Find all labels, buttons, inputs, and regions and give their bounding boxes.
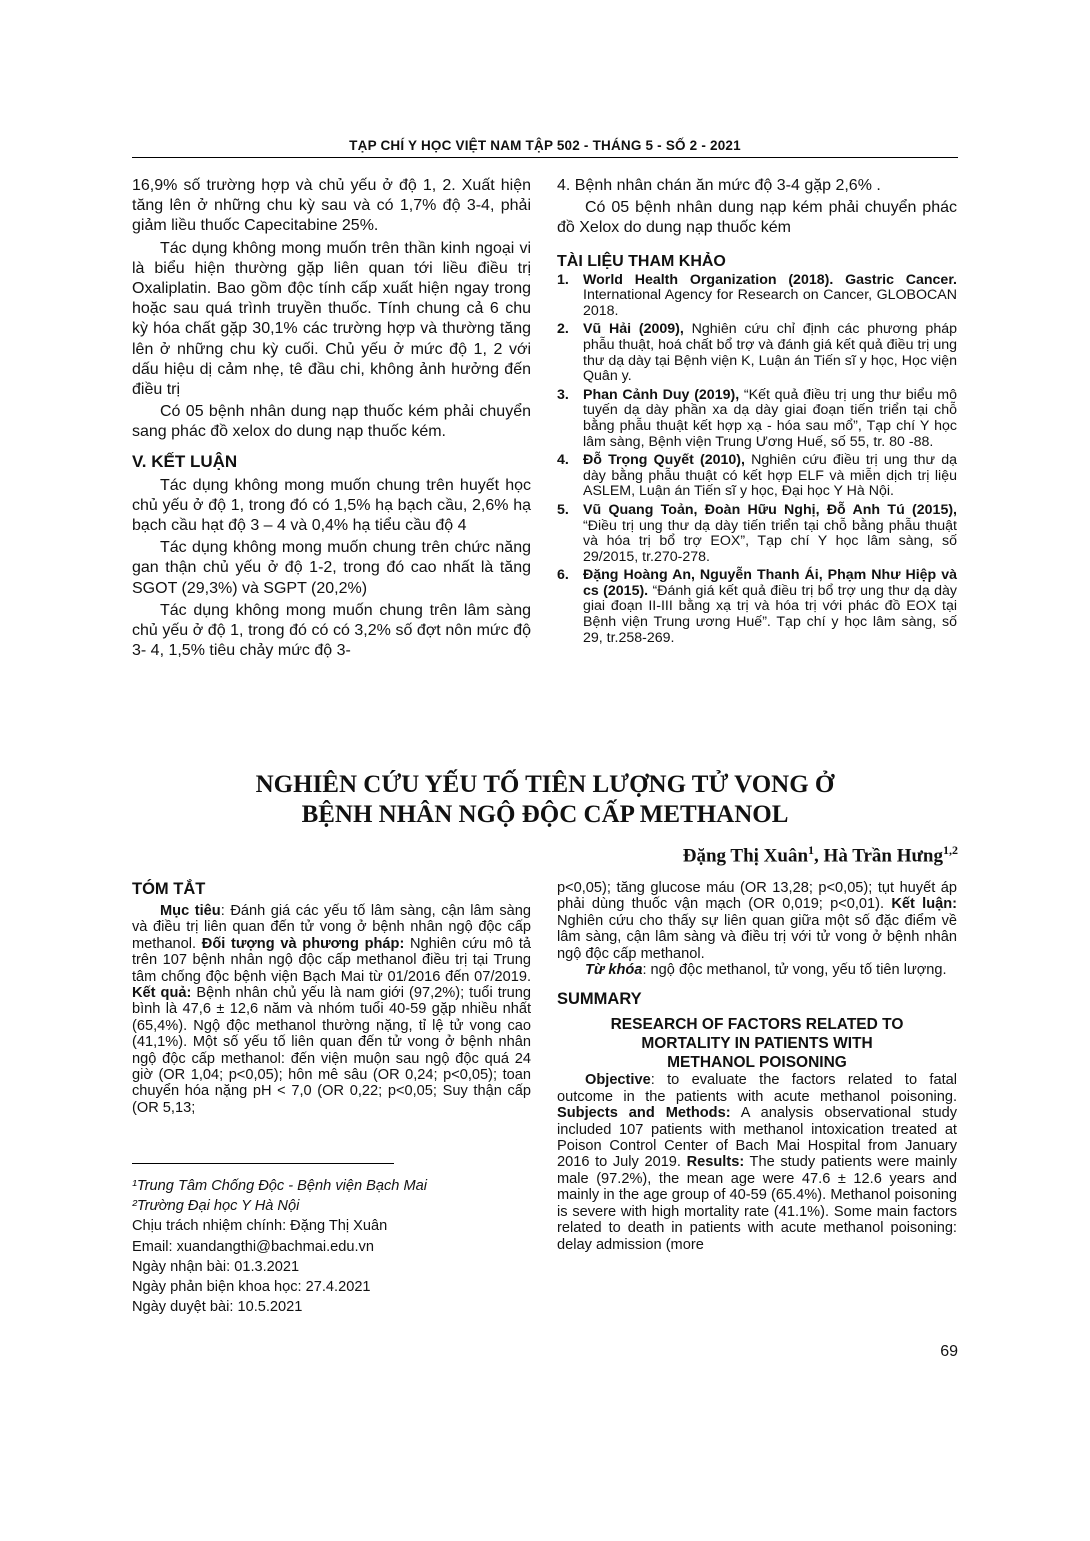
author-1-affiliation: 1 <box>808 843 815 857</box>
right-paragraph-1: 4. Bệnh nhân chán ăn mức độ 3-4 gặp 2,6% . <box>557 177 881 194</box>
reference-number: 5. <box>557 501 569 518</box>
label-doi-tuong: Đối tượng và phương pháp: <box>201 935 405 952</box>
author-1: Đặng Thị Xuân <box>682 845 809 867</box>
reference-number: 6. <box>557 567 569 584</box>
abstract-ket-qua: Bệnh nhân chủ yếu là nam giới (97,2%); tuổi trung bình là 47,6 ± 12,6 năm và nhóm tuổi 40-59 gặp nhiều nhất (65,4%). Ngộ độc methanol thường nặng, tỉ lệ tử vong cao (41,1%). Một số yếu tố liên quan đến tử vong ở bệnh nhân ngộ độc cấp methanol: đến viện muộn sau ngộ độc quá 24 giờ (OR 1,04; p<0,05); hôn mê sâu (OR 0,24; p<0,05); toan chuyển hóa nặng pH < 7,0 (OR 0,22; p<0,05; Suy thận cấp (OR 5,13; <box>132 985 531 1116</box>
footnote-reviewed: Ngày phản biện khoa học: 27.4.2021 <box>132 1279 371 1296</box>
summary-objective: : to evaluate the factors related to fatal outcome in the patients with acute methanol poisoning. <box>557 1072 957 1105</box>
reference-list <box>557 273 957 647</box>
left-paragraph-5: Tác dụng không mong muốn chung trên chức năng gan thận chủ yếu ở độ 1-2, trong đó cao nhất là tăng SGOT (29,3%) và SGPT (20,2%) <box>132 539 531 597</box>
reference-authors: Phan Cảnh Duy (2019), <box>583 386 740 403</box>
author-separator: , <box>814 845 824 867</box>
right-column <box>557 176 957 649</box>
reference-text: “Điều trị ung thư dạ dày tiến triển tại chỗ bằng phẫu thuật và hóa trị bổ trợ EOX”, Tạp chí Y học lâm sàng, số 29/2015, tr.270-278. <box>583 517 957 565</box>
left-paragraph-3: Có 05 bệnh nhân dung nạp thuốc kém phải chuyển sang phác đồ xelox do dung nạp thuốc kém. <box>132 403 531 441</box>
abstract-vi <box>132 880 531 1116</box>
reference-text: Nghiên cứu chỉ định các phương pháp phẫu thuật, hoá chất bổ trợ và đánh giá kết quả điều trị ung thư dạ dày tại Bệnh viện K, Luận án Tiến sĩ y học, Học viện Quân y. <box>583 321 957 385</box>
summary-subjects: A analysis observational study included 107 patients with methanol intoxication treated at Poison Control Center of Bach Mai Hospital from January 2016 to July 2019. <box>557 1105 957 1171</box>
reference-number: 4. <box>557 452 569 469</box>
left-paragraph-6: Tác dụng không mong muốn chung trên lâm sàng chủ yếu ở độ 1, trong đó có có 3,2% số đợt nôn mức độ 3- 4, 1,5% tiêu chảy mức độ 3- <box>132 601 531 660</box>
label-results: Results: <box>686 1154 745 1171</box>
abstract-doi-tuong: Nghiên cứu mô tả trên 107 bệnh nhân ngộ độc cấp methanol điều trị tại Trung tâm chống độc bệnh viện Bạch Mai từ 01/2016 đến 07/2019. <box>132 935 531 985</box>
right-paragraph-2: Có 05 bệnh nhân dung nạp kém phải chuyển phác đồ Xelox do dung nạp thuốc kém <box>557 199 957 237</box>
label-ket-luan: Kết luận: <box>891 896 957 913</box>
reference-item <box>557 388 957 450</box>
abstract-ket-luan: Nghiên cứu cho thấy sự liên quan giữa một số đặc điểm về lâm sàng, cận lâm sàng và điều trị với tử vong ở bệnh nhân ngộ độc cấp methanol. <box>557 912 957 962</box>
footnote-affiliation-1: ¹Trung Tâm Chống Độc - Bệnh viện Bạch Mai <box>132 1178 427 1194</box>
reference-text: Nghiên cứu điều trị ung thư dạ dày bằng phẫu thuật có kết hợp ELF và miễn dịch trị liệu ASLEM, Luận án Tiến sĩ y học, Đại học Y Hà Nội. <box>583 452 957 500</box>
summary-text <box>557 1072 957 1252</box>
reference-item <box>557 453 957 500</box>
reference-authors: World Health Organization (2018). Gastric Cancer. <box>583 271 957 288</box>
left-column <box>132 176 531 661</box>
reference-authors: Đỗ Trọng Quyết (2010), <box>583 452 745 469</box>
journal-header: TẠP CHÍ Y HỌC VIỆT NAM TẬP 502 - THÁNG 5 - SỐ 2 - 2021 <box>349 138 741 153</box>
footnote-rule <box>132 1163 394 1164</box>
footnote-affiliation-2: ²Trường Đại học Y Hà Nội <box>132 1198 300 1215</box>
reference-text: International Agency for Research on Cancer, GLOBOCAN 2018. <box>583 287 957 319</box>
label-objective: Objective <box>585 1072 651 1089</box>
abstract-continued <box>557 880 957 962</box>
reference-text: “Kết quả điều trị ung thư biểu mô tuyến dạ dày phần xa dạ dày giai đoạn tiến triển tại chỗ bằng phẫu thuật kết hợp xạ - hóa sau mổ”, Tạp chí Y học lâm sàng, Bệnh viện Trung Ương Huế, số 55, tr. 80 -88. <box>583 386 957 450</box>
summary-heading: SUMMARY <box>557 990 642 1009</box>
summary-results: The study patients were mainly male (97.2%), the mean age were 47.6 ± 12.6 years and mainly in the age group of 40-59 (65.4%). Methanol poisoning is severe with high mortality rate (41.1%). Some main factors related to death in patients with acute methanol poisoning: delay admission (more <box>557 1154 957 1253</box>
author-line <box>683 843 958 867</box>
left-paragraph-2: Tác dụng không mong muốn trên thần kinh ngoại vi là biểu hiện thường gặp liên quan tới liều điều trị Oxaliplatin. Bao gồm độc tính cấp xuất hiện ngay trong hoặc sau quá trình truyền thuốc. Tính chung cả 6 chu kỳ hóa chất gặp 30,1% các trường hợp và thường tăng lên ở những chu kỳ cuối. Chủ yếu ở mức độ 1, 2 với dấu hiệu dị cảm nhẹ, tê đầu chi, không ảnh hưởng đến điều trị <box>132 239 531 399</box>
footnote-email: Email: xuandangthi@bachmai.edu.vn <box>132 1238 374 1255</box>
reference-item <box>557 322 957 384</box>
article-title-line-1: NGHIÊN CỨU YẾU TỐ TIÊN LƯỢNG TỬ VONG Ở <box>255 771 835 798</box>
reference-item <box>557 273 957 320</box>
article-title-line-2: BỆNH NHÂN NGỘ ĐỘC CẤP METHANOL <box>301 801 789 828</box>
label-subjects: Subjects and Methods: <box>557 1105 731 1122</box>
reference-number: 2. <box>557 321 569 338</box>
label-tu-khoa: Từ khóa <box>585 962 643 979</box>
reference-authors: Vũ Quang Toản, Đoàn Hữu Nghị, Đỗ Anh Tú (2015), <box>583 501 957 518</box>
author-2: Hà Trần Hưng <box>823 845 943 867</box>
conclusion-heading: V. KẾT LUẬN <box>132 451 238 471</box>
footnote-accepted: Ngày duyệt bài: 10.5.2021 <box>132 1299 303 1316</box>
references-heading: TÀI LIỆU THAM KHẢO <box>557 252 726 270</box>
header-rule <box>132 157 958 158</box>
label-ket-qua: Kết quả: <box>132 985 192 1002</box>
left-paragraph-1: 16,9% số trường hợp và chủ yếu ở độ 1, 2. Xuất hiện tăng lên ở những chu kỳ sau và có 1,7% độ 3-4, phải giảm liều thuốc Capecitabine 25%. <box>132 177 531 235</box>
left-paragraph-4: Tác dụng không mong muốn chung trên huyết học chủ yếu ở độ 1, trong đó có 1,5% hạ bạch cầu, 2,6% hạ bạch cầu hạt độ 3 – 4 và 0,4% hạ tiểu cầu độ 4 <box>132 476 531 535</box>
summary-title-line-3: METHANOL POISONING <box>667 1054 847 1072</box>
abstract-right-column <box>557 880 957 1253</box>
reference-number: 3. <box>557 386 569 403</box>
footnote-received: Ngày nhận bài: 01.3.2021 <box>132 1258 300 1275</box>
footnote-corresponding: Chịu trách nhiệm chính: Đặng Thị Xuân <box>132 1218 388 1235</box>
summary-title <box>557 1015 957 1072</box>
abstract-heading: TÓM TẮT <box>132 880 206 898</box>
page-number: 69 <box>940 1343 958 1360</box>
reference-text: “Đánh giá kết quả điều trị bổ trợ ung thư dạ dày giai đoạn II-III bằng xạ trị và hóa trị với phác đồ EOX tại Bệnh viện Trung ương Huế”. Tạp chí y học lâm sàng, số 29, tr.258-269. <box>583 582 957 646</box>
abstract-continuation: p<0,05); tăng glucose máu (OR 13,28; p<0,05); tụt huyết áp phải dùng thuốc vận mạch (OR 0,019; p<0,01). <box>557 880 957 913</box>
reference-item <box>557 503 957 565</box>
keywords <box>557 962 957 978</box>
summary-title-line-2: MORTALITY IN PATIENTS WITH <box>641 1035 873 1053</box>
author-2-affiliation: 1,2 <box>943 843 958 857</box>
footnotes <box>132 1176 552 1317</box>
abstract-muc-tieu: : Đánh giá các yếu tố lâm sàng, cận lâm sàng và điều trị liên quan đến tử vong ở bệnh nhân ngộ độc cấp methanol. <box>132 903 532 952</box>
abstract-text <box>132 903 531 1116</box>
keywords-text: : ngộ độc methanol, tử vong, yếu tố tiên lượng. <box>642 962 947 979</box>
label-muc-tieu: Mục tiêu <box>160 903 221 919</box>
summary-title-line-1: RESEARCH OF FACTORS RELATED TO <box>610 1016 904 1034</box>
reference-item <box>557 568 957 646</box>
article-title <box>132 770 958 830</box>
reference-authors: Vũ Hải (2009), <box>583 321 684 338</box>
reference-number: 1. <box>557 271 569 288</box>
reference-authors: Đặng Hoàng An, Nguyễn Thanh Ái, Phạm Như Hiệp và cs (2015). <box>583 567 957 599</box>
